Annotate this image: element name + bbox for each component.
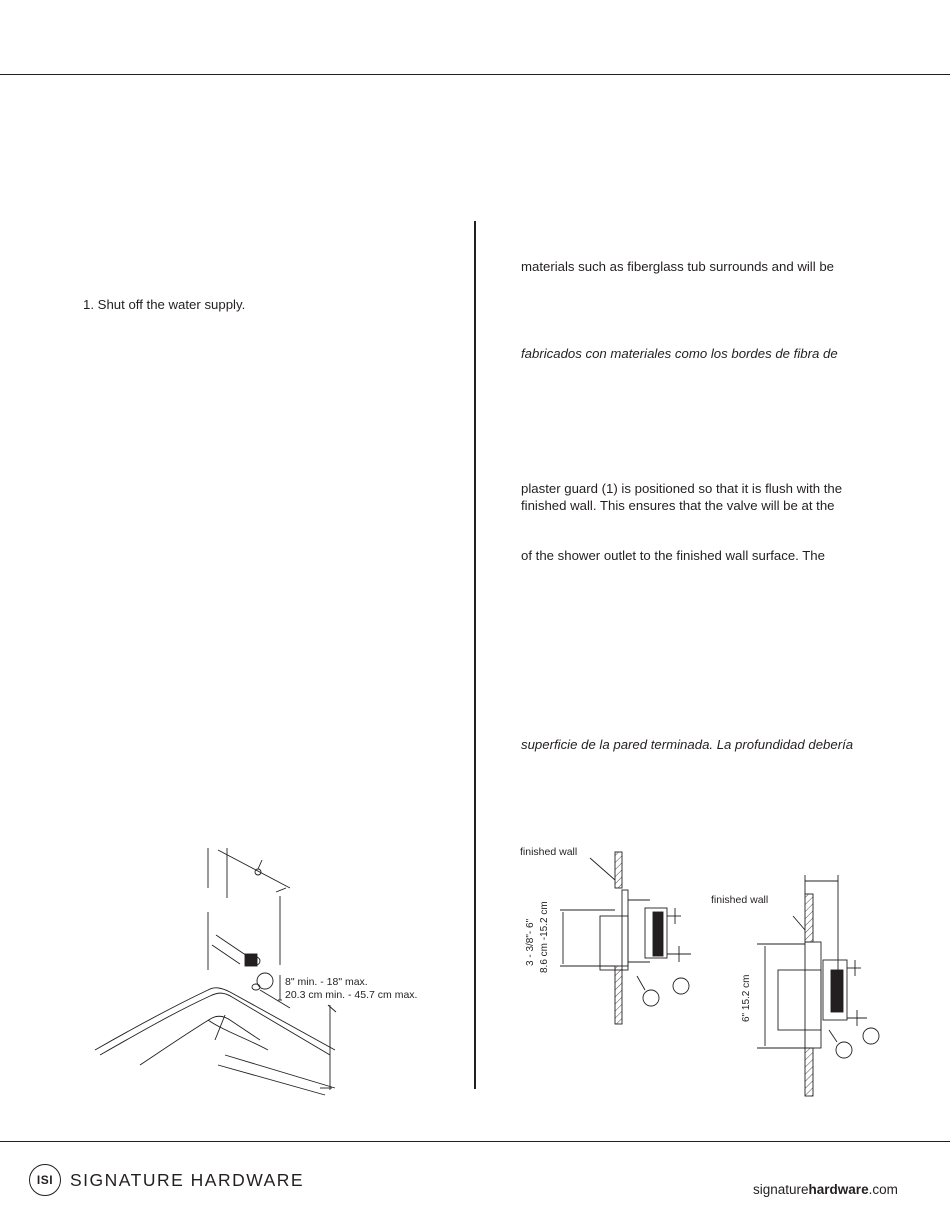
height-label-cm: 20.3 cm min. - 45.7 cm max. <box>285 989 418 1001</box>
header-divider <box>0 74 950 75</box>
paragraph-line: plaster guard (1) is positioned so that it is flush with the <box>521 481 843 496</box>
valve-depth-diagram-left <box>505 838 715 1030</box>
brand-logo-icon <box>29 1164 61 1196</box>
finished-wall-label: finished wall <box>711 894 769 906</box>
paragraph-line: finished wall. This ensures that the valve will be at the <box>521 498 835 513</box>
depth-dim: 6" 15.2 cm <box>741 974 752 1022</box>
paragraph-line: of the shower outlet to the finished wall surface. The <box>521 548 825 563</box>
paragraph-line: materials such as fiberglass tub surrounds and will be <box>521 259 834 274</box>
valve-depth-diagram-right <box>705 870 905 1102</box>
brand-name: SIGNATURE HARDWARE <box>70 1170 305 1190</box>
depth-dim-in: 3 - 3/8"- 6" <box>525 918 536 966</box>
paragraph-line-spanish: superficie de la pared terminada. La profundidad debería <box>521 737 854 752</box>
paragraph-line-spanish: fabricados con materiales como los bordes de fibra de <box>521 346 838 361</box>
step-1-text: 1. Shut off the water supply. <box>83 297 246 312</box>
website-suffix: .com <box>868 1182 898 1197</box>
tub-installation-diagram <box>90 840 450 1100</box>
height-label-in: 8" min. - 18" max. <box>285 976 368 988</box>
website-prefix: signature <box>753 1182 809 1197</box>
finished-wall-label: finished wall <box>520 846 578 858</box>
website-bold: hardware <box>808 1182 869 1197</box>
depth-dim-cm: 8.6 cm -15.2 cm <box>539 901 550 973</box>
footer-divider <box>0 1141 950 1142</box>
logo-text: ISI <box>36 1173 54 1187</box>
column-divider <box>474 221 476 1089</box>
website-link[interactable] <box>753 1182 898 1197</box>
